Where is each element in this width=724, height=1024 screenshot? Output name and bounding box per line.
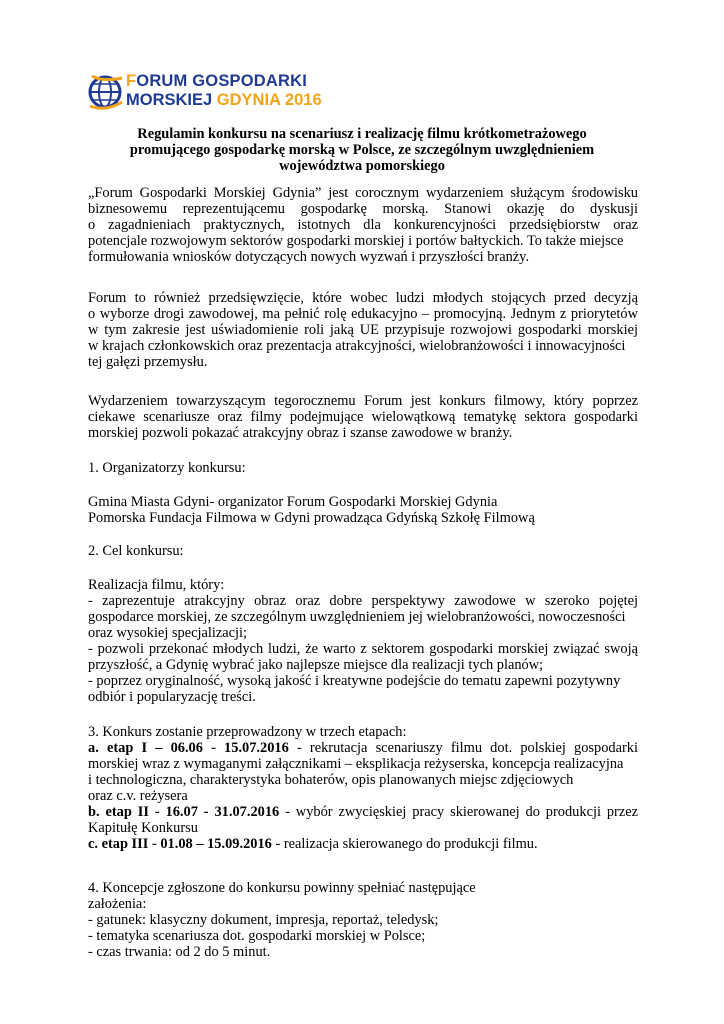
logo-line-2: MORSKIEJ GDYNIA 2016 (126, 91, 322, 109)
section-organizers-list: Gmina Miasta Gdyni- organizator Forum Gospodarki Morskiej Gdynia Pomorska Fundacja Filmowa w Gdyni prowadząca Gdyńską Szkołę Filmową (88, 494, 535, 526)
stage-b: b. etap II - 16.07 - 31.07.2016 - wybór zwycięskiej pracy skierowanej do produkcji przez (88, 804, 638, 820)
requirement-item: - gatunek: klasyczny dokument, impresja, reportaż, teledysk; (88, 912, 439, 928)
requirement-item: - czas trwania: od 2 do 5 minut. (88, 944, 271, 960)
section-stages: 3. Konkurs zostanie przeprowadzony w trzech etapach: a. etap I – 06.06 - 15.07.2016 - rekrutacja scenariuszy filmu dot. polskiej gospodarki morskiej wraz z wymaganymi załącznikami – eksplikacja reżyserska, koncepcja realizacyjna i technologiczna, charakterystyka bohaterów, opis planowanych miejsc zdjęciowych oraz c.v. reżysera b. etap II - 16.07 - 31.07.2016 - wybór zwycięskiej pracy skierowanej do produkcji przez Kapitułę Konkursu c. etap III - 01.08 – 15.09.2016 - realizacja skierowanego do produkcji filmu. (88, 724, 638, 852)
stage-a: a. etap I – 06.06 - 15.07.2016 - rekrutacja scenariuszy filmu dot. polskiej gospodarki (88, 740, 638, 756)
section-organizers-heading: 1. Organizatorzy konkursu: (88, 460, 246, 476)
section-goal-body: Realizacja filmu, który: - zaprezentuje atrakcyjny obraz oraz dobre perspektywy zawodowe w szeroko pojętej gospodarce morskiej, ze szczególnym uwzględnieniem jej wielobranżowości, nowoczesności oraz wysokiej specjalizacji; - pozwoli przekonać młodych ludzi, że warto z sektorem gospodarki morskiej związać swoją przyszłość, a Gdynię wybrać jako najlepsze miejsce dla realizacji tych planów; - poprzez oryginalność, wysoką jakość i kreatywne podejście do tematu zapewni pozytywny odbiór i popularyzację treści. (88, 577, 638, 705)
logo-line-1: FORUM GOSPODARKI (126, 72, 308, 90)
stage-c: c. etap III - 01.08 – 15.09.2016 - realizacja skierowanego do produkcji filmu. (88, 836, 538, 852)
requirement-item: - tematyka scenariusza dot. gospodarki morskiej w Polsce; (88, 928, 426, 944)
section-goal-heading: 2. Cel konkursu: (88, 543, 184, 559)
intro-paragraph-3: Wydarzeniem towarzyszącym tegorocznemu Forum jest konkurs filmowy, który poprzez ciekawe scenariusze oraz filmy podejmujące wielowątkową tematykę sektora gospodarki morskiej pozwoli pokazać atrakcyjny obraz i szanse zawodowe w branży. (88, 393, 638, 441)
document-title: Regulamin konkursu na scenariusz i realizację filmu krótkometrażowego promującego gospodarkę morską w Polsce, ze szczególnym uwzględnieniem województwa pomorskiego (129, 126, 595, 174)
intro-paragraph-2: Forum to również przedsięwzięcie, które wobec ludzi młodych stojących przed decyzją o wyborze drogi zawodowej, ma pełnić rolę edukacyjno – promocyjną. Jednym z priorytetów w tym zakresie jest uświadomienie roli jaką UE przypisuje rozwojowi gospodarki morskiej w krajach członkowskich oraz prezentacja atrakcyjności, wielobranżowości i innowacyjności tej gałęzi przemysłu. (88, 290, 638, 370)
forum-logo (88, 66, 322, 116)
intro-paragraph-1: „Forum Gospodarki Morskiej Gdynia” jest corocznym wydarzeniem służącym środowisku biznesowemu reprezentującemu gospodarkę morską. Stanowi okazję do dyskusji o zagadnieniach praktycznych, istotnych dla konkurencyjności przedsiębiorstw oraz potencjale rozwojowym sektorów gospodarki morskiej i portów bałtyckich. To także miejsce formułowania wniosków dotyczących nowych wyzwań i przyszłości branży. (88, 185, 638, 265)
globe-logo-icon (88, 72, 124, 112)
section-requirements: 4. Koncepcje zgłoszone do konkursu powinny spełniać następujące założenia: - gatunek: klasyczny dokument, impresja, reportaż, teledysk; - tematyka scenariusza dot. gospodarki morskiej w Polsce; - czas trwania: od 2 do 5 minut. (88, 880, 638, 960)
